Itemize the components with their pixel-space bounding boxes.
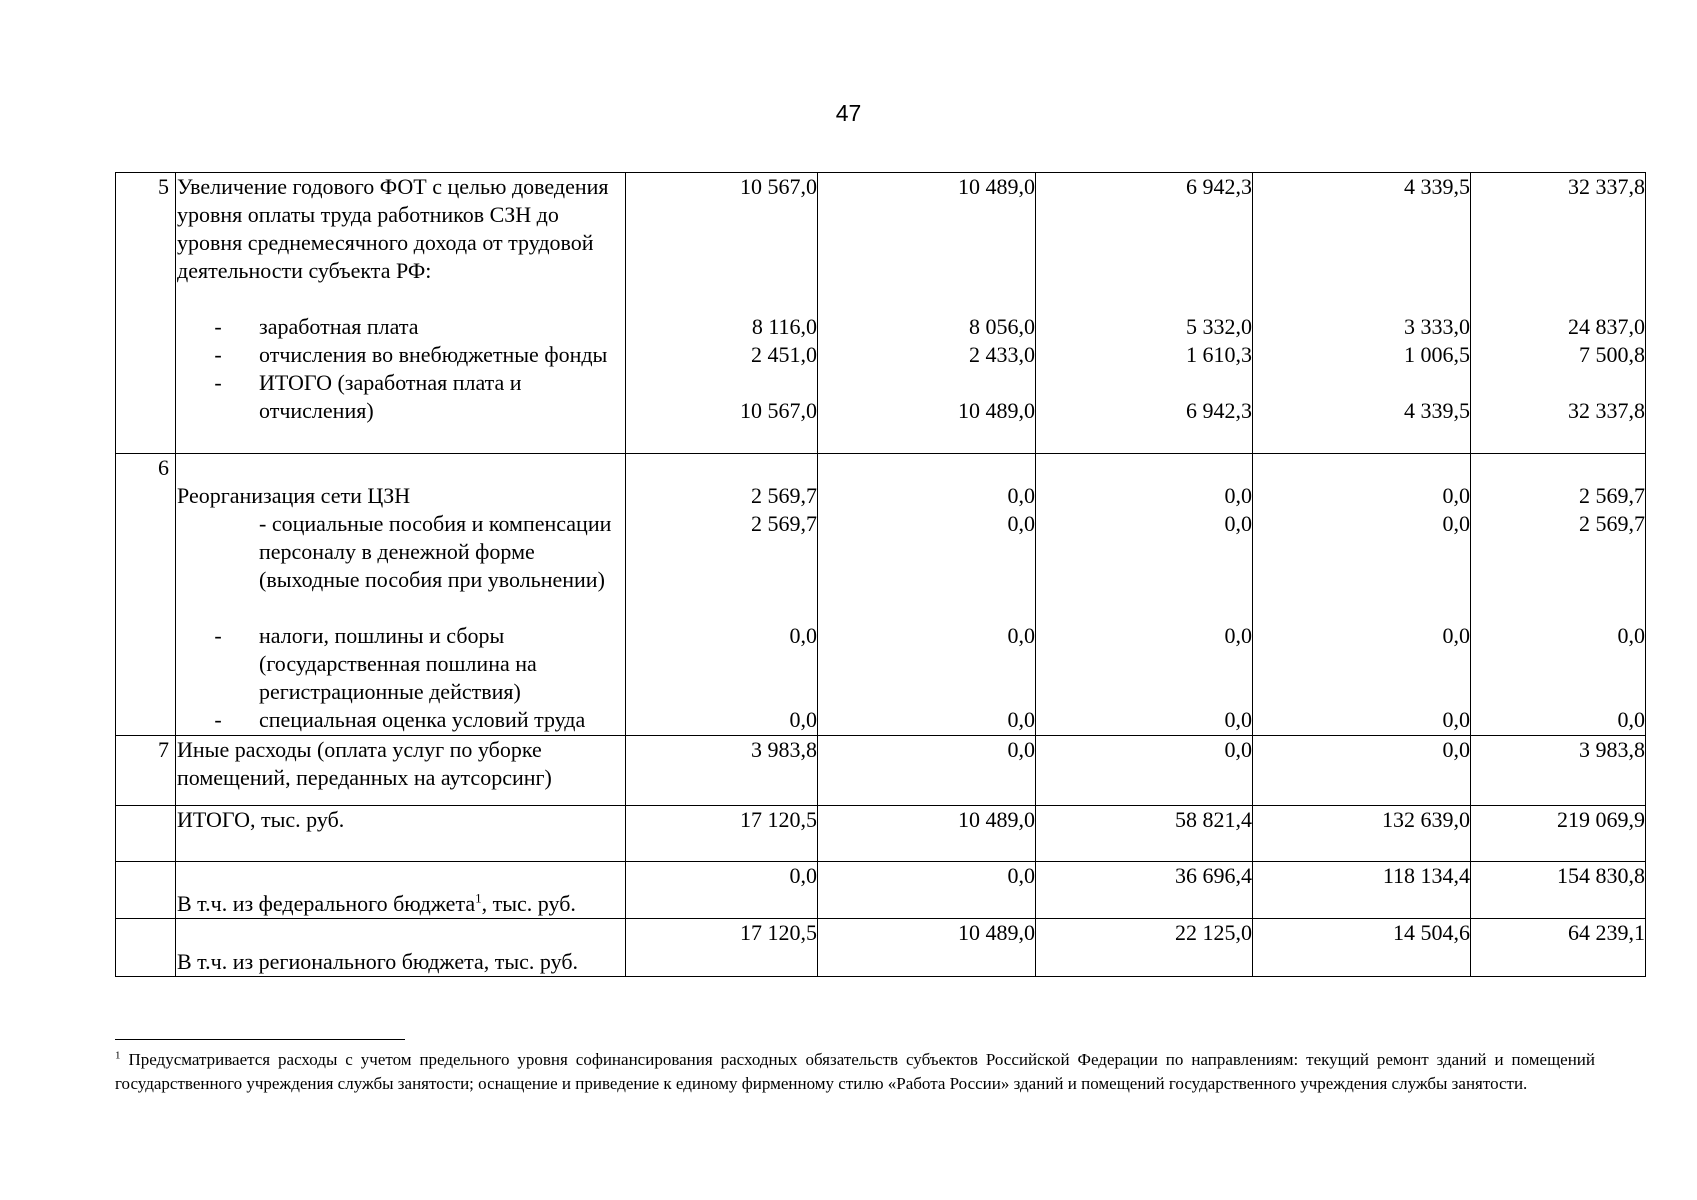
value-cell: 22 125,0	[1036, 919, 1253, 977]
value-cell: 0,0	[818, 736, 1036, 806]
row-description	[176, 173, 626, 454]
value-cell: 36 696,4	[1036, 862, 1253, 919]
row-number: 6	[116, 454, 176, 736]
value-cell: 10 567,0 8 116,0 2 451,0 10 567,0	[626, 173, 818, 454]
value-cell: 17 120,5	[626, 806, 818, 862]
value-cell: 6 942,3 5 332,0 1 610,3 6 942,3	[1036, 173, 1253, 454]
value-cell: 132 639,0	[1253, 806, 1471, 862]
federal-budget-row	[116, 862, 1646, 919]
total-label: ИТОГО, тыс. руб.	[176, 806, 626, 862]
row-description: Иные расходы (оплата услуг по уборке помещений, переданных на аутсорсинг)	[176, 736, 626, 806]
row-number	[116, 919, 176, 977]
list-item: - специальная оценка условий труда	[214, 707, 586, 732]
value-cell: 4 339,5 3 333,0 1 006,5 4 339,5	[1253, 173, 1471, 454]
footnote-mark: 1	[115, 1049, 121, 1062]
row-number	[116, 806, 176, 862]
table-row	[116, 173, 1646, 454]
budget-table	[115, 172, 1646, 977]
list-item: - налоги, пошлины и сборы (государственная пошлина на регистрационные действия)	[214, 623, 537, 704]
row-number: 7	[116, 736, 176, 806]
row-title: Реорганизация сети ЦЗН	[177, 483, 411, 508]
value-cell: 0,0 0,0 0,0 0,0	[1253, 454, 1471, 736]
value-cell: 0,0	[1253, 736, 1471, 806]
value-cell: 154 830,8	[1471, 862, 1646, 919]
value-cell: 17 120,5	[626, 919, 818, 977]
value-cell: 0,0	[818, 862, 1036, 919]
row-description	[176, 454, 626, 736]
regional-budget-row	[116, 919, 1646, 977]
value-cell: 10 489,0	[818, 919, 1036, 977]
list-item: - заработная плата	[214, 314, 419, 339]
value-cell: 64 239,1	[1471, 919, 1646, 977]
value-cell: 10 489,0	[818, 806, 1036, 862]
table-row	[116, 736, 1646, 806]
footnote-separator	[115, 1039, 405, 1040]
value-cell: 0,0	[1036, 736, 1253, 806]
table-row	[116, 454, 1646, 736]
federal-budget-label: В т.ч. из федерального бюджета$^1$, тыс. руб.	[176, 862, 626, 919]
footnote	[115, 1048, 1595, 1096]
value-cell: 10 489,0 8 056,0 2 433,0 10 489,0	[818, 173, 1036, 454]
row-number: 5	[116, 173, 176, 454]
row-number	[116, 862, 176, 919]
value-cell: 0,0 0,0 0,0 0,0	[818, 454, 1036, 736]
value-cell: 2 569,7 2 569,7 0,0 0,0	[626, 454, 818, 736]
value-cell: 3 983,8	[1471, 736, 1646, 806]
value-cell: 0,0	[626, 862, 818, 919]
footnote-text: Предусматривается расходы с учетом предельного уровня софинансирования расходных обязательств субъектов Российской Федерации по направлениям: текущий ремонт зданий и помещений государственного учреждения службы занятости; оснащение и приведение к единому фирменному стилю «Работа России» зданий и помещений государственного учреждения службы занятости.	[115, 1050, 1596, 1093]
value-cell: 14 504,6	[1253, 919, 1471, 977]
page-number: 47	[835, 100, 862, 126]
value-cell: 2 569,7 2 569,7 0,0 0,0	[1471, 454, 1646, 736]
footnote-mark: 1	[475, 890, 482, 906]
value-cell: 118 134,4	[1253, 862, 1471, 919]
total-row	[116, 806, 1646, 862]
value-cell: 32 337,8 24 837,0 7 500,8 32 337,8	[1471, 173, 1646, 454]
list-item: - социальные пособия и компенсации персоналу в денежной форме (выходные пособия при увольнении)	[259, 511, 612, 592]
value-cell: 58 821,4	[1036, 806, 1253, 862]
regional-budget-label: В т.ч. из регионального бюджета, тыс. руб.	[176, 919, 626, 977]
list-item: - отчисления во внебюджетные фонды	[214, 342, 608, 367]
row-title: Увеличение годового ФОТ с целью доведения уровня оплаты труда работников СЗН до уровня среднемесячного дохода от трудовой деятельности субъекта РФ:	[177, 174, 609, 283]
list-item: - ИТОГО (заработная плата и отчисления)	[214, 370, 522, 423]
value-cell: 0,0 0,0 0,0 0,0	[1036, 454, 1253, 736]
value-cell: 3 983,8	[626, 736, 818, 806]
value-cell: 219 069,9	[1471, 806, 1646, 862]
